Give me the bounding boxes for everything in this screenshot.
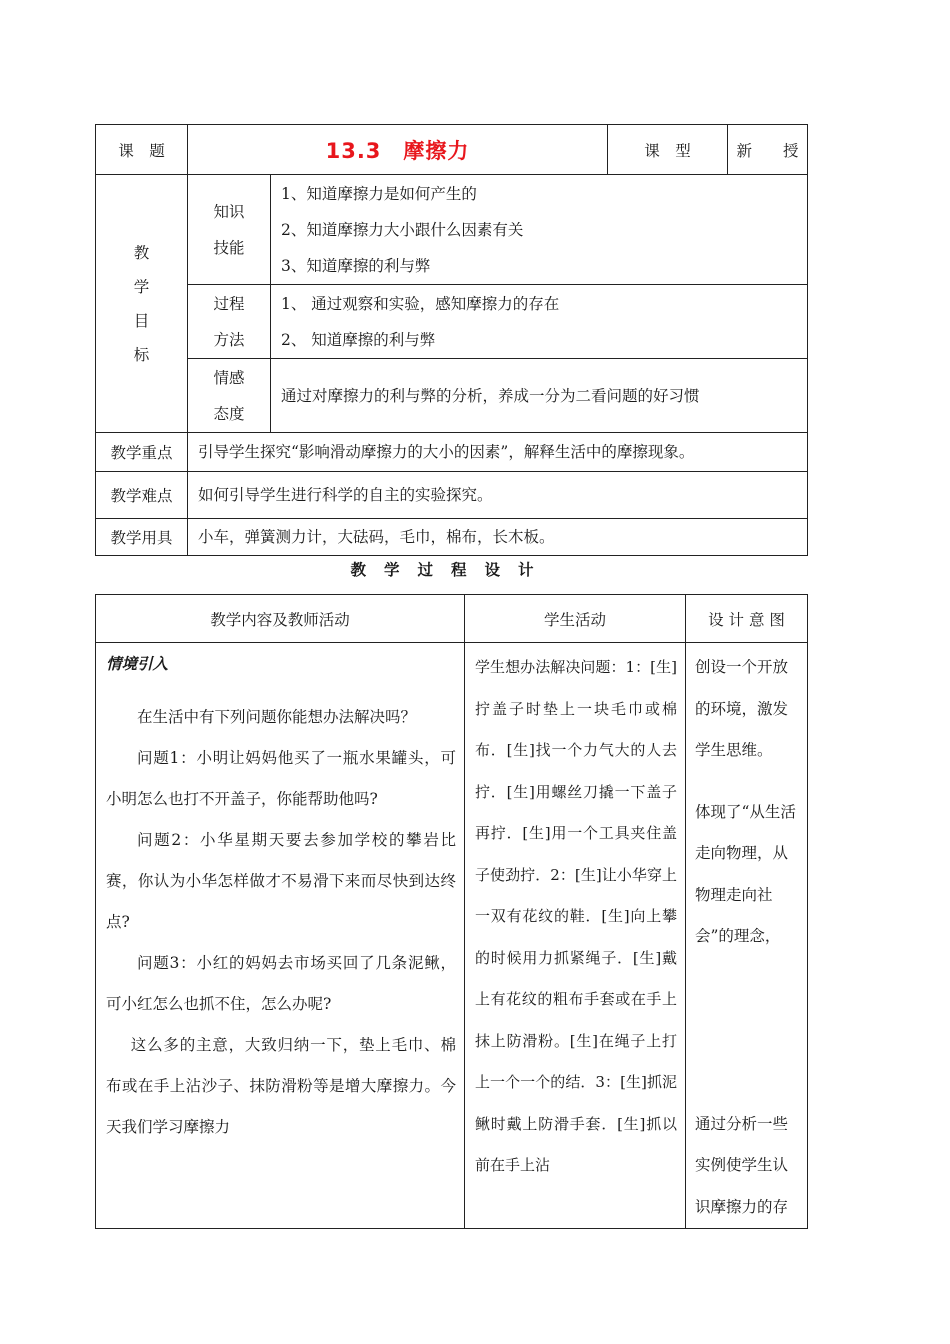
topic-title-text: 13.3 摩擦力 [325,138,470,163]
teacher-paragraph: 问题2：小华星期天要去参加学校的攀岩比赛，你认为小华怎样做才不易滑下来而尽快到达终点? [106,831,456,931]
topic-label: 课 题 [96,125,188,175]
teacher-paragraph: 问题1：小明让妈妈他买了一瓶水果罐头，可小明怎么也打不开盖子，你能帮助他吗? [106,749,456,808]
design-intent-cell [686,643,808,1229]
lesson-info-table [95,124,808,556]
objectives-label: 教 学 目 标 [96,175,188,433]
knowledge-label: 知识 技能 [188,175,271,285]
teacher-activity-cell [96,643,465,1229]
knowledge-items [271,175,808,285]
teacher-paragraph: 在生活中有下列问题你能想办法解决吗？ [137,708,417,726]
type-label: 课 型 [608,125,728,175]
intent-text: 通过分析一些实例使学生认识摩擦力的存 [695,1114,789,1216]
student-activity-text: 学生想办法解决问题：1：[生]拧盖子时垫上一块毛巾或棉布．[生]找一个力气大的人去拧．[生]用螺丝刀撬一下盖子再拧．[生]用一个工具夹住盖子使劲拧．2：[生]让小华穿上一双有花纹的鞋．[生]向上攀的时候用力抓紧绳子．[生]戴上有花纹的粗布手套或在手上抹上防滑粉。[生]在绳子上打上一个一个的结．3：[生]抓泥鳅时戴上防滑手套．[生]抓以前在手上沾 [475,658,677,1174]
process-items [271,285,808,359]
knowledge-item: 3、知道摩擦的利与弊 [281,256,431,275]
process-item: 1、 通过观察和实验，感知摩擦力的存在 [281,294,560,313]
tools-text: 小车，弹簧测力计，大砝码，毛巾，棉布，长木板。 [188,519,808,556]
key-points-text: 引导学生探究“影响滑动摩擦力的大小的因素”，解释生活中的摩擦现象。 [188,433,808,472]
key-points-label: 教学重点 [96,433,188,472]
student-activity-cell [465,643,686,1229]
knowledge-item: 2、知道摩擦力大小跟什么因素有关 [281,220,524,239]
intent-text: 创设一个开放的环境，激发学生思维。 [695,658,789,759]
teacher-paragraph: 这么多的主意，大致归纳一下，垫上毛巾、棉布或在手上沾沙子、抹防滑粉等是增大摩擦力。今天我们学习摩擦力 [106,1036,456,1136]
topic-title [188,125,608,175]
teacher-paragraph: 问题3：小红的妈妈去市场买回了几条泥鳅，可小红怎么也抓不住，怎么办呢? [106,954,456,1013]
header-teacher: 教学内容及教师活动 [96,595,465,643]
difficulties-text: 如何引导学生进行科学的自主的实验探究。 [188,472,808,519]
attitude-text: 通过对摩擦力的利与弊的分析，养成一分为二看问题的好习惯 [271,359,808,433]
type-value: 新 授 [728,125,808,175]
process-label: 过程 方法 [188,285,271,359]
process-table [95,594,808,1229]
header-intent: 设 计 意 图 [686,595,808,643]
attitude-label: 情感 态度 [188,359,271,433]
tools-label: 教学用具 [96,519,188,556]
header-student: 学生活动 [465,595,686,643]
process-item: 2、 知道摩擦的利与弊 [281,330,436,349]
section-label: 情境引入 [106,655,169,673]
intent-text: 体现了“从生活走向物理，从物理走向社会”的理念， [695,802,796,945]
knowledge-item: 1、知道摩擦力是如何产生的 [281,184,477,203]
difficulties-label: 教学难点 [96,472,188,519]
process-heading: 教学过程设计 [350,561,552,579]
